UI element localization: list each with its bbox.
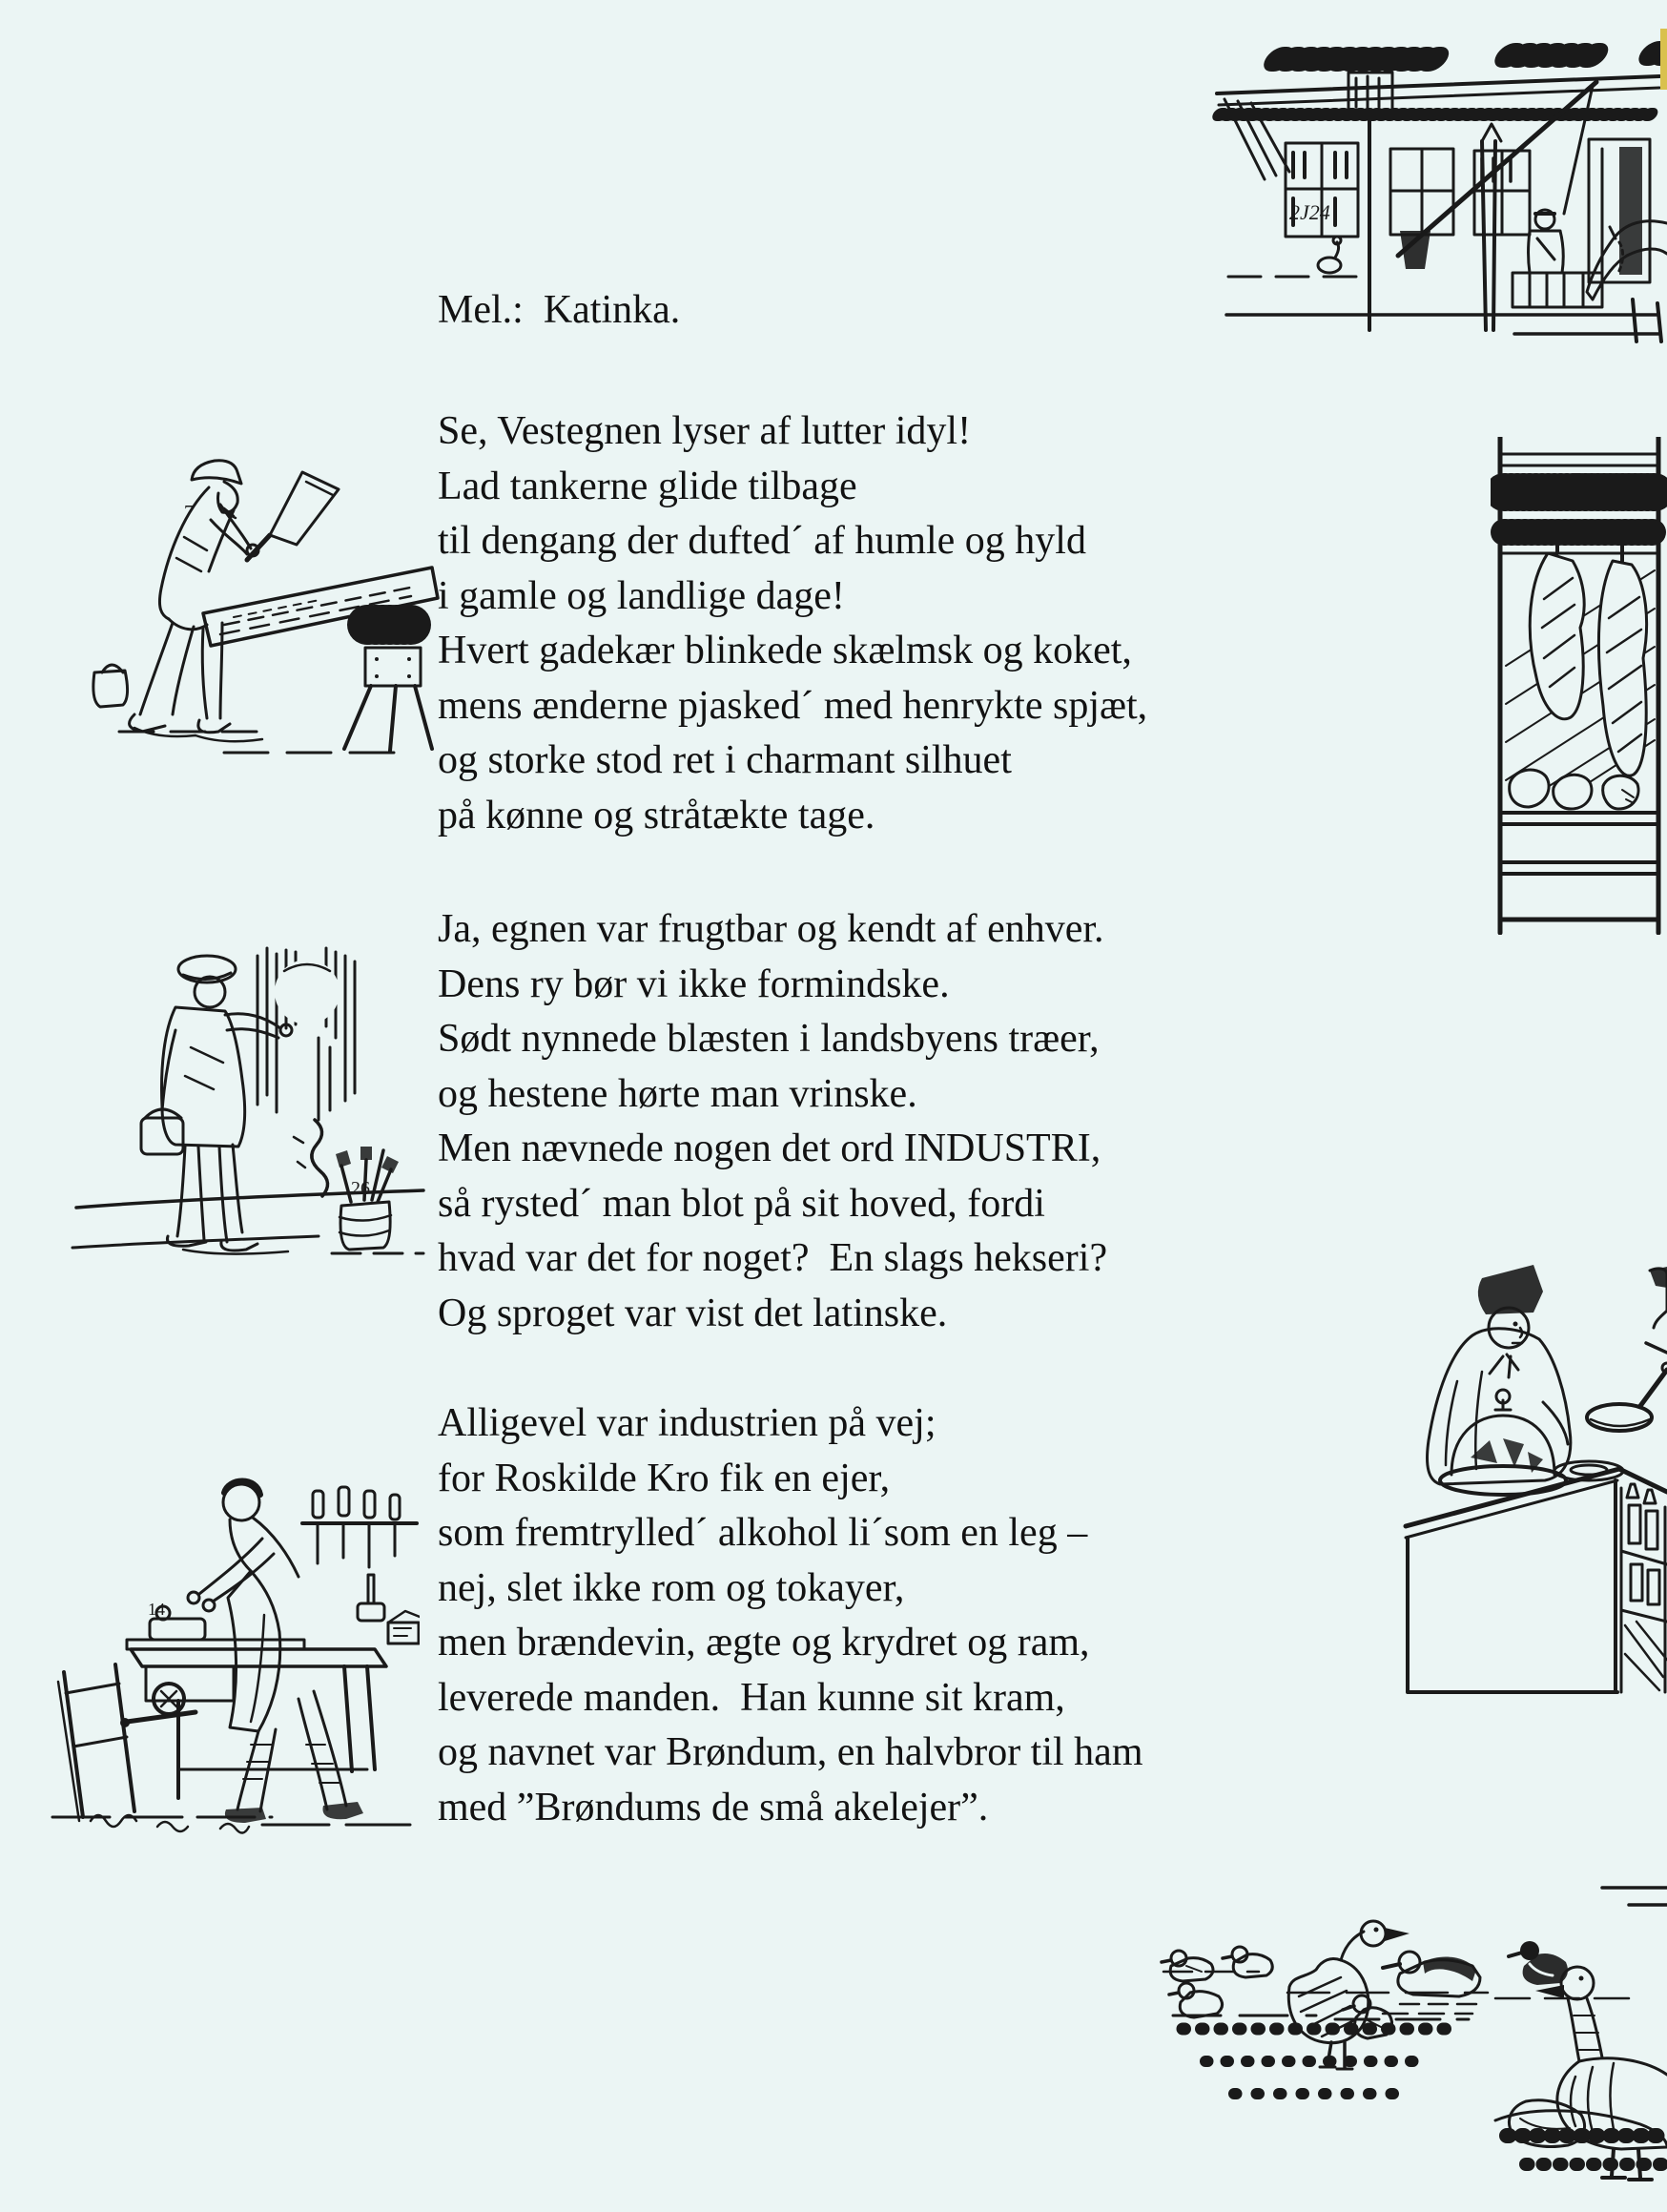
scan-artifact-strip — [1660, 29, 1667, 90]
thatched-roof — [1278, 53, 1667, 59]
verse-2 — [438, 902, 1107, 1341]
farmer-figure — [1529, 210, 1564, 273]
verse-line: Ja, egnen var frugtbar og kendt af enhver. — [438, 907, 1104, 951]
pan — [1587, 1363, 1667, 1431]
verse-line: og hestene hørte man vrinske. — [438, 1071, 917, 1116]
small-bird — [1318, 237, 1341, 273]
butcher-window-illustration — [1491, 437, 1667, 935]
verse-line: leverede manden. Han kunne sit kram, — [438, 1675, 1065, 1720]
hewing-man — [130, 461, 258, 733]
illustration-mark: 14 — [148, 1600, 165, 1619]
joiner-workbench-illustration — [24, 1443, 420, 1841]
verse-line: mens ænderne pjasked´ med henrykte spjæt, — [438, 683, 1148, 728]
stork-nest-pole — [1348, 72, 1392, 330]
broadaxe — [247, 472, 339, 560]
hanging-carcass — [1598, 532, 1646, 775]
verse-line: hvad var det for noget? En slags hekseri? — [438, 1236, 1108, 1280]
wall-painter-illustration — [69, 914, 431, 1278]
duckling — [1169, 1983, 1223, 2017]
verse-line: Se, Vestegnen lyser af lutter idyl! — [438, 409, 972, 453]
farmhouse-illustration — [1209, 27, 1667, 343]
grassy-bank — [1173, 2016, 1667, 2164]
illustration-signature: 2J24 — [1289, 200, 1330, 224]
illustration-mark: 7 — [184, 502, 194, 523]
verse-line: i gamle og landlige dage! — [438, 573, 845, 618]
standing-duck — [1288, 1921, 1410, 2069]
beam-hewing-illustration — [81, 444, 453, 773]
joiner-figure — [188, 1481, 363, 1824]
verse-line: Og sproget var vist det latinske. — [438, 1291, 948, 1335]
dark-duck — [1509, 1941, 1568, 1985]
trestle — [344, 625, 432, 751]
bottle-rack — [1621, 1484, 1667, 1692]
verse-line: til dengang der dufted´ af humle og hyld — [438, 519, 1086, 563]
melody-title: Mel.: Katinka. — [438, 288, 681, 332]
hanging-carcass — [1530, 530, 1584, 719]
poultry-on-sill — [1510, 770, 1638, 809]
duckling — [1162, 1951, 1213, 1981]
verse-line: for Roskilde Kro fik en ejer, — [438, 1456, 891, 1500]
verse-line: men brændevin, ægte og krydret og ram, — [438, 1621, 1090, 1664]
verse-line: Lad tankerne glide tilbage — [438, 464, 857, 508]
verse-line: på kønne og stråtækte tage. — [438, 793, 875, 837]
verse-line: med ”Brøndums de små akelejer”. — [438, 1785, 989, 1830]
innkeeper-woman — [1428, 1265, 1571, 1484]
verse-line: Alligevel var industrien på vej; — [438, 1401, 936, 1445]
verse-line: Dens ry bør vi ikke formindske. — [438, 961, 950, 1006]
counter — [1406, 1469, 1667, 1692]
verse-line: Men nævnede nogen det ord INDUSTRI, — [438, 1127, 1101, 1170]
verse-1 — [438, 404, 1147, 843]
verse-line: Sødt nynnede blæsten i landsbyens træer, — [438, 1017, 1100, 1061]
verse-line: nej, slet ikke rom og tokayer, — [438, 1565, 905, 1610]
illustration-mark: 26 — [351, 1178, 370, 1199]
verse-line: og storke stod ret i charmant silhuet — [438, 738, 1012, 782]
jug — [93, 665, 128, 707]
second-figure-partial — [1646, 1267, 1667, 1353]
duck-pond-illustration — [1144, 1872, 1667, 2212]
inn-counter-illustration — [1390, 1229, 1667, 1707]
verse-line: så rysted´ man blot på sit hoved, fordi — [438, 1181, 1045, 1226]
verse-line: Hvert gadekær blinkede skælmsk og koket, — [438, 629, 1132, 672]
verse-3 — [438, 1396, 1143, 1835]
mallet-and-toolbox — [358, 1575, 420, 1643]
verse-line: som fremtrylled´ alkohol li´som en leg – — [438, 1511, 1088, 1555]
chisel-rack — [302, 1487, 417, 1567]
painter-figure — [162, 956, 292, 1251]
frame-saw — [58, 1664, 134, 1821]
workbench — [120, 1649, 386, 1798]
swimming-duck — [1383, 1952, 1480, 2004]
verse-line: og navnet var Brøndum, en halvbror til ham — [438, 1730, 1143, 1774]
